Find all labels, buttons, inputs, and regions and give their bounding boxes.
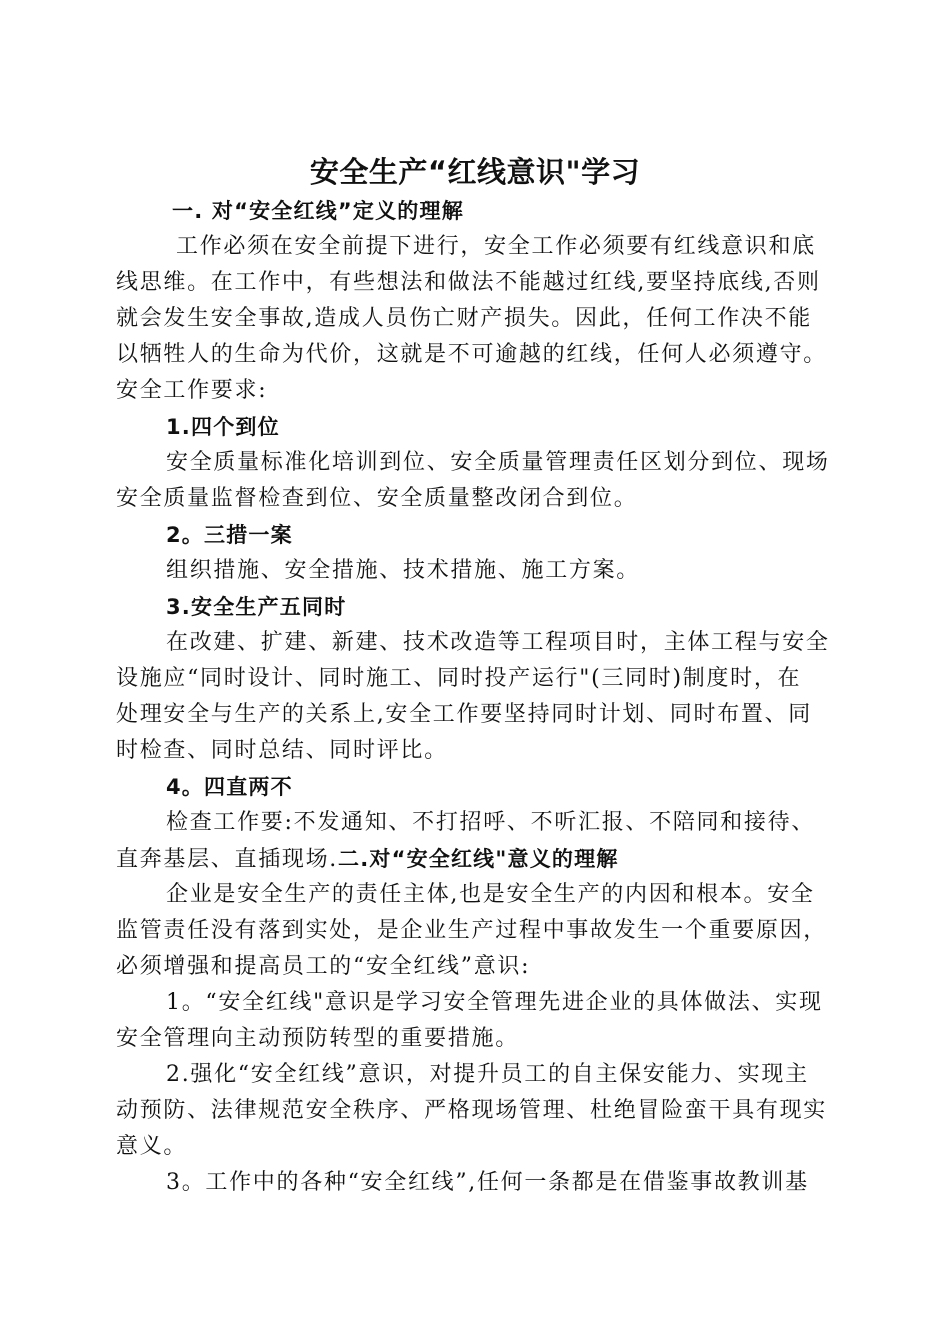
paragraph-line: 线思维。在工作中，有些想法和做法不能越过红线,要坚持底线,否则 [116, 270, 821, 295]
paragraph-line: 组织措施、安全措施、技术措施、施工方案。 [166, 558, 641, 583]
paragraph-line: 设施应“同时设计、同时施工、同时投产运行"(三同时)制度时，在 [116, 666, 802, 691]
paragraph-line: 工作必须在安全前提下进行，安全工作必须要有红线意识和底 [176, 234, 816, 259]
paragraph-line: 安全工作要求: [116, 378, 268, 403]
paragraph-line: 必须增强和提高员工的“安全红线”意识: [116, 954, 531, 979]
paragraph-line: 检查工作要:不发通知、不打招呼、不听汇报、不陪同和接待、 [166, 810, 816, 835]
paragraph-text: 直奔基层、直插现场. [116, 847, 338, 872]
paragraph-line: 安全质量标准化培训到位、安全质量管理责任区划分到位、现场 [166, 450, 830, 475]
paragraph-line: 2.强化“安全红线”意识，对提升员工的自主保安能力、实现主 [166, 1062, 809, 1087]
paragraph-line: 监管责任没有落到实处，是企业生产过程中事故发生一个重要原因， [116, 918, 828, 943]
document-title: 安全生产“红线意识"学习 [309, 155, 641, 189]
paragraph-line: 处理安全与生产的关系上,安全工作要坚持同时计划、同时布置、同 [116, 702, 812, 727]
paragraph-line: 动预防、法律规范安全秩序、严格现场管理、杜绝冒险蛮干具有现实 [116, 1098, 828, 1123]
paragraph-line: 就会发生安全事故,造成人员伤亡财产损失。因此，任何工作决不能 [116, 306, 812, 331]
paragraph-line: 安全质量监督检查到位、安全质量整改闭合到位。 [116, 486, 638, 511]
paragraph-line: 在改建、扩建、新建、技术改造等工程项目时，主体工程与安全 [166, 630, 830, 655]
item-heading-2: 2。三措一案 [166, 523, 293, 547]
paragraph-line: 安全管理向主动预防转型的重要措施。 [116, 1026, 519, 1051]
paragraph-line: 以牺牲人的生命为代价，这就是不可逾越的红线，任何人必须遵守。 [116, 342, 828, 367]
paragraph-line: 意义。 [116, 1134, 188, 1159]
paragraph-line: 时检查、同时总结、同时评比。 [116, 738, 448, 763]
section-heading-1: 一. 对“安全红线”定义的理解 [172, 199, 464, 223]
paragraph-line: 3。工作中的各种“安全红线”,任何一条都是在借鉴事故教训基 [166, 1170, 809, 1195]
paragraph-line: 1。“安全红线"意识是学习安全管理先进企业的具体做法、实现 [166, 990, 823, 1015]
paragraph-line-mixed [116, 841, 836, 878]
section-heading-2: 二.对“安全红线"意义的理解 [338, 847, 619, 871]
item-heading-1: 1.四个到位 [166, 415, 280, 439]
item-heading-3: 3.安全生产五同时 [166, 595, 347, 619]
paragraph-line: 企业是安全生产的责任主体,也是安全生产的内因和根本。安全 [166, 882, 815, 907]
item-heading-4: 4。四直两不 [166, 775, 293, 799]
